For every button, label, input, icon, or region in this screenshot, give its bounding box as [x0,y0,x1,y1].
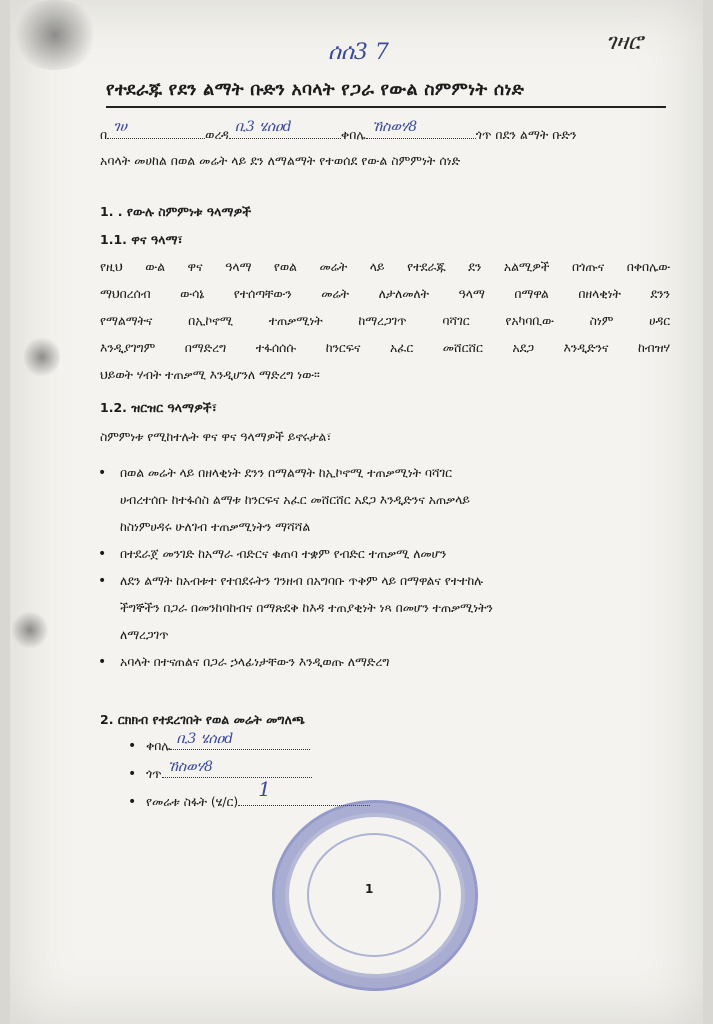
section-1-2-heading: 1.2. ዝርዝር ዓላማዎች፣ [100,400,217,415]
kebele-field [229,119,341,139]
title-underline [106,106,666,108]
list-item [98,541,678,568]
woreda-label: ወረዳ [205,127,229,142]
land-got-label: ጎጥ [146,767,162,781]
section-1-1-heading: 1.1. ዋና ዓላማ፣ [100,232,183,247]
document-page [10,0,703,1024]
paragraph-line: ስምምነቱ የሚከተሉት ዋና ዋና ዓላማዎች ይኖሩታል፣ [100,430,332,444]
woreda-field [107,119,205,139]
land-kebele-label: ቀበሌ [146,739,171,753]
list-item-line: ለማረጋገጥ [120,628,169,642]
list-item [98,460,678,541]
document-title: የተደራጁ የደን ልማት ቡድን አባላት የጋራ የውል ስምምነት ሰነድ [106,80,525,100]
official-stamp [272,800,478,991]
intro-line-1-rest: ጎጥ በደን ልማት ቡድን [475,127,577,142]
scan-smudge [10,0,100,70]
got-value: ኸስወሃ8 [371,119,418,135]
land-kebele-row [128,732,370,760]
section-1-2-intro [100,424,670,451]
scan-smudge [24,335,60,379]
intro-line-1 [100,119,660,148]
land-description-list [128,732,370,816]
kebele-label: ቀበሌ [340,127,366,142]
list-item-line: ከስነምሀዳሩ ሁለገብ ተጠቃሚነትን ማሻሻል [120,520,311,534]
paragraph-line: የማልማትና በኢኮኖሚ ተጠቃሚነት ከማረጋገጥ ባሻገር የአካባቢው ስነም ሀዳር [100,314,670,328]
list-item [98,568,678,649]
land-got-row [128,760,370,788]
objectives-list [98,460,678,676]
kebele-value: ቢ3 ሄሰዐd [234,119,292,135]
section-2-heading: 2. ርክክብ የተደረገበት የወል መሬት መግለጫ [100,712,305,727]
list-item-line: • በወል መሬት ላይ በዘላቂነት ደንን በማልማት ከኢኮኖሚ ተጠቃሚነት ባሻገር [120,466,452,480]
page-number: 1 [365,882,374,896]
list-item-line: • በተደራጀ መንገድ ከአማራ ብድርና ቁጠባ ተቋም የብድር ተጠቃሚ ለመሆን [120,547,447,561]
land-area-value: 1 [258,777,271,801]
paragraph-line: ማህበረሰብ ውሳኔ የተሰጣቸውን መሬት ለታለመለት ዓላማ በማዋል በዘላቂነት ደንን [100,287,670,301]
section-1-heading: 1. . የውሉ ስምምነቱ ዓላማዎች [100,204,252,219]
woreda-value: ገሀ [113,119,127,135]
paragraph-line: እንዲያገግም በማድረግ ተፋሰሰሱ ከንርፍና አፈር መሸርሸር አደጋ እንዲድንና ከብዝሃ [100,341,670,355]
paragraph-line: የዚህ ውል ዋና ዓላማ የወል መሬት ላይ የተደራጁ ደን አልሚዎች በጎጡና በቀበሌው [100,260,670,274]
list-item-line: • ለደን ልማት ከአብቱተ የተበደሩትን ገንዘብ በአግባቡ ጥቅም ላይ በማዋልና የተተከሉ [120,574,483,588]
intro-paragraph [100,119,660,174]
intro-prefix: በ [100,127,108,142]
list-item-line: ሀብረተሰቡ ከተፋሰስ ልማቱ ከንርፍና አፈር መሸርሸር አደጋ እንዲድንና አጠቃላይ [120,493,470,507]
land-kebele-field [170,731,310,750]
scan-smudge [12,610,48,650]
list-item-line: ችግኞችን በጋራ በመንከባከብና በማጽደቅ ከእዳ ተጠያቂነት ነጻ በመሆን ተጠቃሚነትን [120,601,493,615]
list-item [98,649,678,676]
section-1-1-paragraph [100,254,670,389]
land-got-field [162,759,312,778]
stamp-inner-ring [307,833,441,957]
land-got-value: ኸስወሃ8 [167,759,213,775]
handwritten-note-top: ሰሰ3 7 [328,40,389,65]
paragraph-line: ህይወት ሃብት ተጠቃሚ እንዲሆንለ ማድረግ ነው፡፡ [100,368,320,382]
land-kebele-value: ቢ3 ሄሰዐd [176,731,234,747]
got-field [366,119,476,139]
intro-line-2: አባላት መሀከል በወል መሬት ላይ ደን ለማልማት የተወሰደ የውል ስምምነት ሰነድ [100,153,461,168]
handwritten-note-corner: ገዛሮ [606,30,643,55]
list-item-line: • አባላት በተናጠልና በጋራ ኃላፊነታቸውን እንዲወጡ ለማድረግ [120,655,390,669]
land-area-label: የመሬቱ ስፋት (ሄ/ር) [146,795,239,809]
